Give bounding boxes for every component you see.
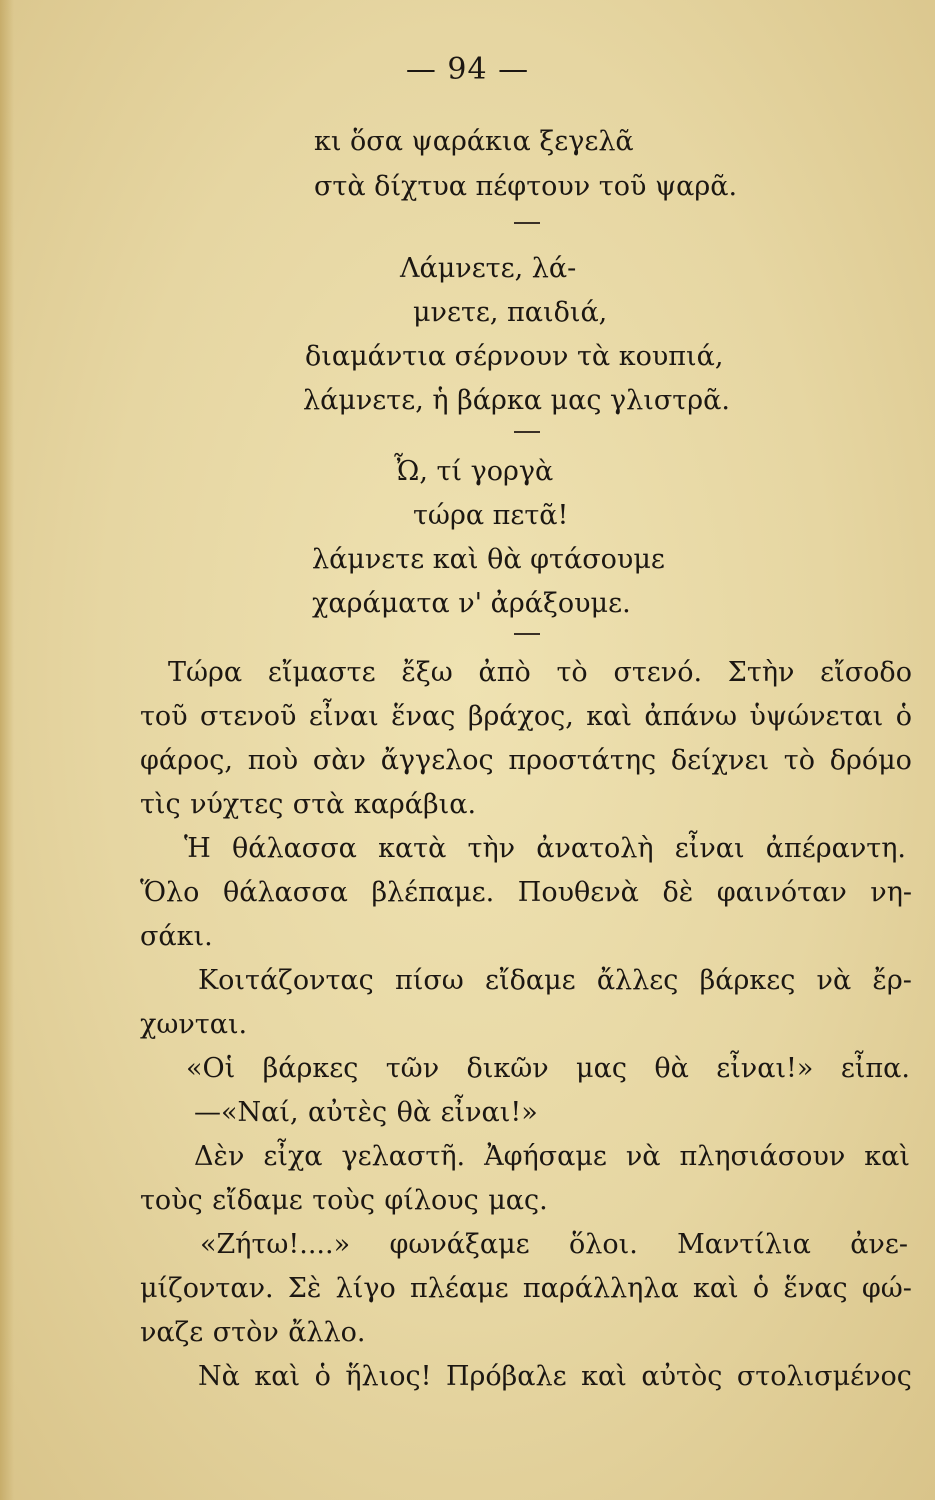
prose-line: «Οἱ βάρκες τῶν δικῶν μας θὰ εἶναι!» εἶπα. bbox=[186, 1053, 910, 1084]
verse-line: λάμνετε, ἡ βάρκα μας γλιστρᾶ. bbox=[303, 385, 730, 416]
verse-line: μνετε, παιδιά, bbox=[413, 297, 608, 328]
prose-line: —«Ναί, αὐτὲς θὰ εἶναι!» bbox=[194, 1097, 538, 1128]
verse-line: λάμνετε καὶ θὰ φτάσουμε bbox=[312, 544, 665, 575]
section-divider bbox=[514, 633, 540, 635]
prose-line: Νὰ καὶ ὁ ἥλιος! Πρόβαλε καὶ αὐτὸς στολισμένος bbox=[198, 1361, 912, 1392]
prose-line: μίζονταν. Σὲ λίγο πλέαμε παράλληλα καὶ ὁ ἕνας φώ- bbox=[140, 1273, 912, 1304]
section-divider bbox=[514, 431, 540, 433]
prose-line: τοὺς εἴδαμε τοὺς φίλους μας. bbox=[140, 1185, 548, 1216]
page-number: — 94 — bbox=[405, 52, 530, 87]
prose-line: τὶς νύχτες στὰ καράβια. bbox=[140, 789, 477, 820]
verse-line: Λάμνετε, λά- bbox=[400, 253, 577, 284]
prose-line: Τώρα εἴμαστε ἔξω ἀπὸ τὸ στενό. Στὴν εἴσοδο bbox=[168, 657, 912, 688]
prose-line: τοῦ στενοῦ εἶναι ἕνας βράχος, καὶ ἀπάνω ὑψώνεται ὁ bbox=[140, 701, 912, 732]
verse-line: κι ὅσα ψαράκια ξεγελᾶ bbox=[314, 126, 634, 157]
verse-line: στὰ δίχτυα πέφτουν τοῦ ψαρᾶ. bbox=[314, 171, 738, 202]
verse-line: Ὦ, τί γοργὰ bbox=[394, 456, 554, 487]
verse-line: διαμάντια σέρνουν τὰ κουπιά, bbox=[305, 341, 724, 372]
prose-line: Κοιτάζοντας πίσω εἴδαμε ἄλλες βάρκες νὰ ἔρ- bbox=[198, 965, 912, 996]
prose-line: Ἡ θάλασσα κατὰ τὴν ἀνατολὴ εἶναι ἀπέραντη. bbox=[184, 833, 906, 864]
verse-line: τώρα πετᾶ! bbox=[413, 500, 569, 531]
verse-line: χαράματα ν' ἀράξουμε. bbox=[312, 588, 631, 619]
prose-line: ναζε στὸν ἄλλο. bbox=[140, 1317, 366, 1348]
prose-line: Ὅλο θάλασσα βλέπαμε. Πουθενὰ δὲ φαινόταν νη- bbox=[140, 877, 912, 908]
page-edge-shadow bbox=[0, 0, 14, 1500]
prose-line: χωνται. bbox=[140, 1009, 248, 1040]
prose-line: «Ζήτω!....» φωνάξαμε ὅλοι. Μαντίλια ἀνε- bbox=[200, 1229, 908, 1260]
prose-line: φάρος, ποὺ σὰν ἄγγελος προστάτης δείχνει τὸ δρόμο bbox=[140, 745, 912, 776]
prose-line: σάκι. bbox=[140, 921, 213, 952]
prose-line: Δὲν εἶχα γελαστῆ. Ἀφήσαμε νὰ πλησιάσουν καὶ bbox=[194, 1141, 910, 1172]
section-divider bbox=[514, 222, 540, 224]
